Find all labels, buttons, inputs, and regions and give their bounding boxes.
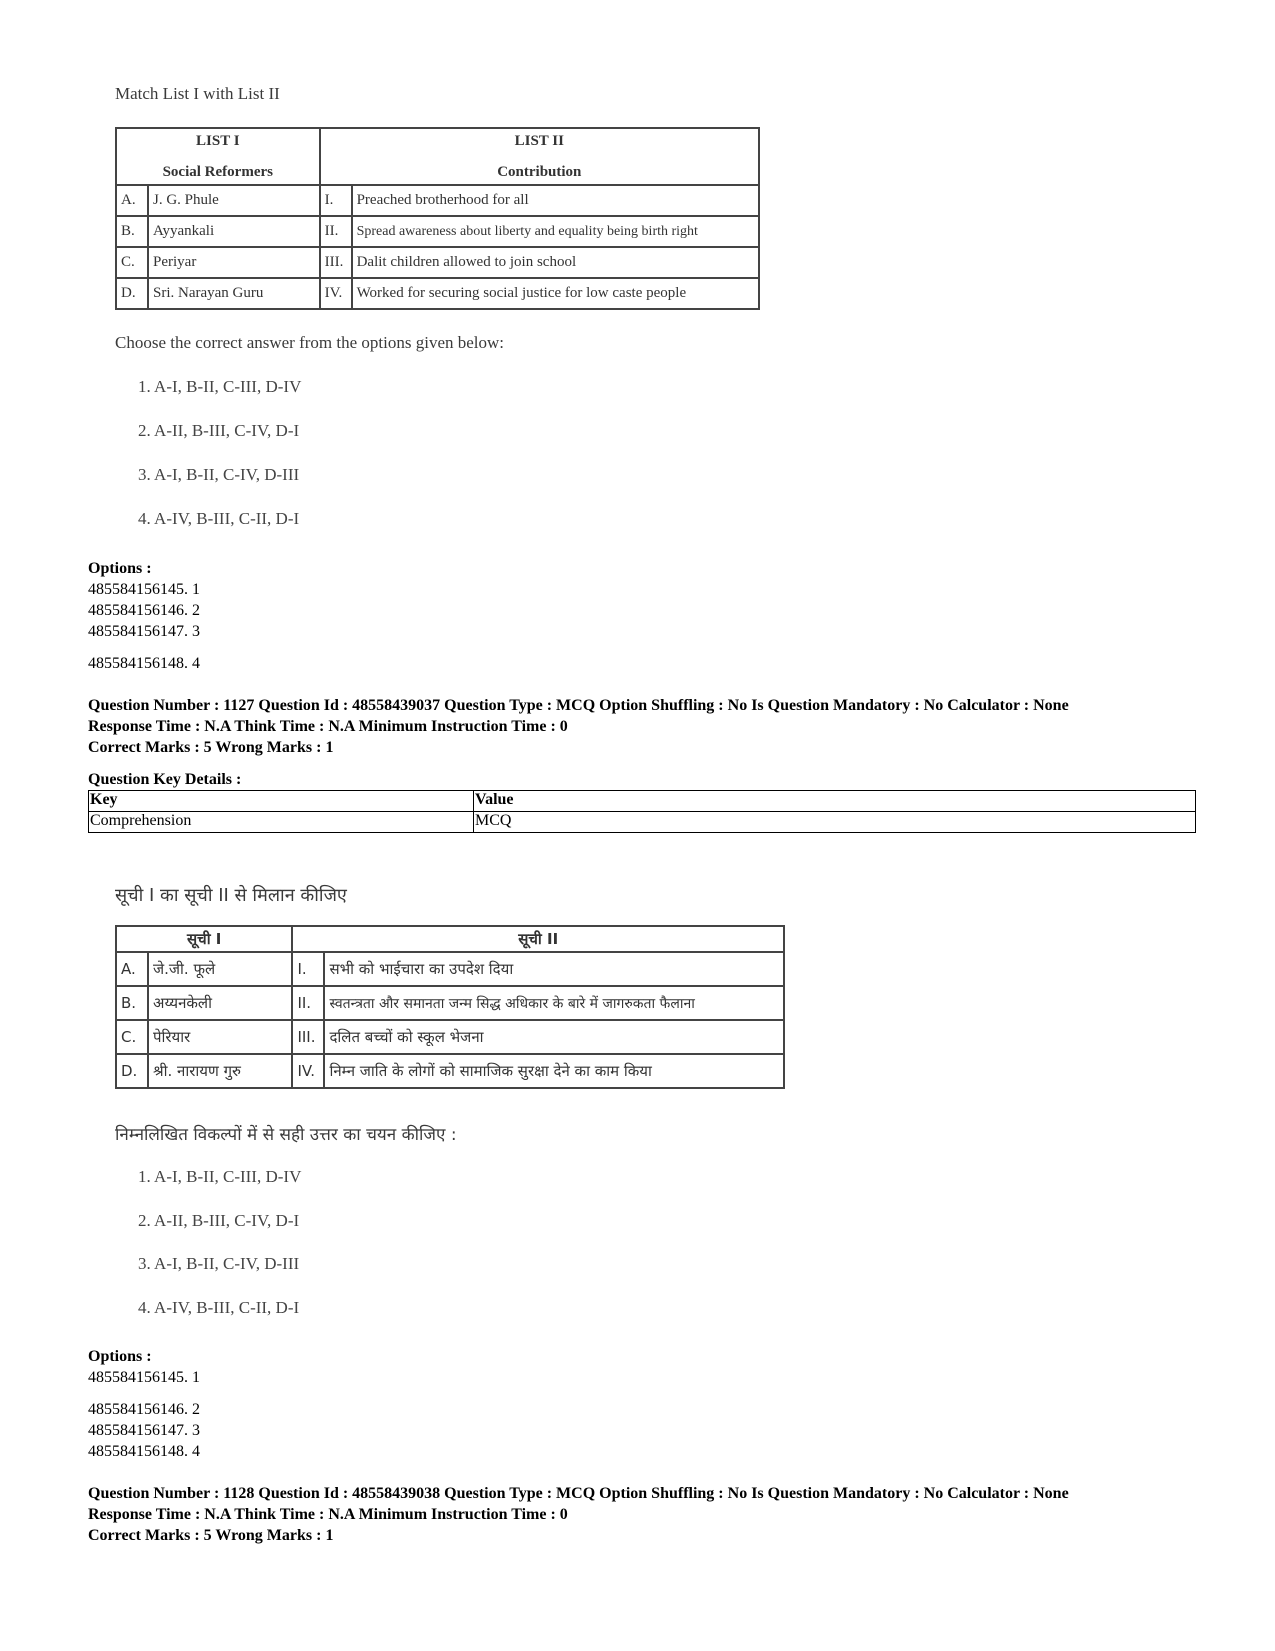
option-item: 485584156146. 2 [88,1401,200,1418]
q1-answer-2: 2. A-II, B-III, C-IV, D-I [138,421,300,440]
q1-choose-text: Choose the correct answer from the options given below: [115,333,505,352]
option-item: 485584156145. 1 [88,581,200,598]
table-row: B. अय्यनकेली II. स्वतन्त्रता और समानता जन्म सिद्ध अधिकार के बारे में जागरुकता फैलाना [116,986,784,1020]
table-row: A. जे.जी. फूले I. सभी को भाईचारा का उपदेश दिया [116,952,784,986]
option-item: 485584156145. 1 [88,1369,200,1386]
q1-answer-3: 3. A-I, B-II, C-IV, D-III [138,465,300,484]
q2-match-table [115,925,785,1089]
option-item: 485584156146. 2 [88,602,200,619]
q2-list1-header: सूची I [116,926,292,952]
option-item: 485584156148. 4 [88,1443,200,1460]
question-marks-line: Correct Marks : 5 Wrong Marks : 1 [88,739,334,756]
q2-choose-text: निम्नलिखित विकल्पों में से सही उत्तर का चयन कीजिए : [115,1125,457,1145]
table-row: A. J. G. Phule I. Preached brotherhood for all [116,185,759,216]
q1-list2-header: LIST II Contribution [320,128,759,185]
question-meta-line: Question Number : 1127 Question Id : 48558439037 Question Type : MCQ Option Shuffling : No Is Question Mandatory : No Calculator : None [88,697,1069,714]
q2-answer-1: 1. A-I, B-II, C-III, D-IV [138,1167,302,1186]
options-label: Options : [88,560,152,577]
q2-answer-4: 4. A-IV, B-III, C-II, D-I [138,1298,300,1317]
value-cell: MCQ [474,812,1196,833]
q1-list1-header: LIST I Social Reformers [116,128,320,185]
option-item: 485584156147. 3 [88,623,200,640]
options-label: Options : [88,1348,152,1365]
value-header: Value [474,791,1196,812]
q1-answer-4: 4. A-IV, B-III, C-II, D-I [138,509,300,528]
question-meta-line: Response Time : N.A Think Time : N.A Minimum Instruction Time : 0 [88,718,568,735]
table-row: D. श्री. नारायण गुरु IV. निम्न जाति के लोगों को सामाजिक सुरक्षा देने का काम किया [116,1054,784,1088]
key-header: Key [89,791,474,812]
question-meta-line: Response Time : N.A Think Time : N.A Minimum Instruction Time : 0 [88,1506,568,1523]
question-meta-line: Question Number : 1128 Question Id : 48558439038 Question Type : MCQ Option Shuffling : No Is Question Mandatory : No Calculator : None [88,1485,1069,1502]
table-row: C. पेरियार III. दलित बच्चों को स्कूल भेजना [116,1020,784,1054]
table-row: C. Periyar III. Dalit children allowed to join school [116,247,759,278]
key-cell: Comprehension [89,812,474,833]
key-details-table [88,790,1196,833]
q2-instruction: सूची I का सूची II से मिलान कीजिए [115,885,347,906]
table-row: B. Ayyankali II. Spread awareness about liberty and equality being birth right [116,216,759,247]
option-item: 485584156148. 4 [88,655,200,672]
key-details-label: Question Key Details : [88,771,242,788]
q1-instruction: Match List I with List II [115,84,280,103]
q2-answer-2: 2. A-II, B-III, C-IV, D-I [138,1211,300,1230]
table-row: D. Sri. Narayan Guru IV. Worked for securing social justice for low caste people [116,278,759,309]
question-marks-line: Correct Marks : 5 Wrong Marks : 1 [88,1527,334,1544]
q1-match-table [115,127,760,310]
q1-answer-1: 1. A-I, B-II, C-III, D-IV [138,377,302,396]
q2-list2-header: सूची II [292,926,784,952]
option-item: 485584156147. 3 [88,1422,200,1439]
q2-answer-3: 3. A-I, B-II, C-IV, D-III [138,1254,300,1273]
